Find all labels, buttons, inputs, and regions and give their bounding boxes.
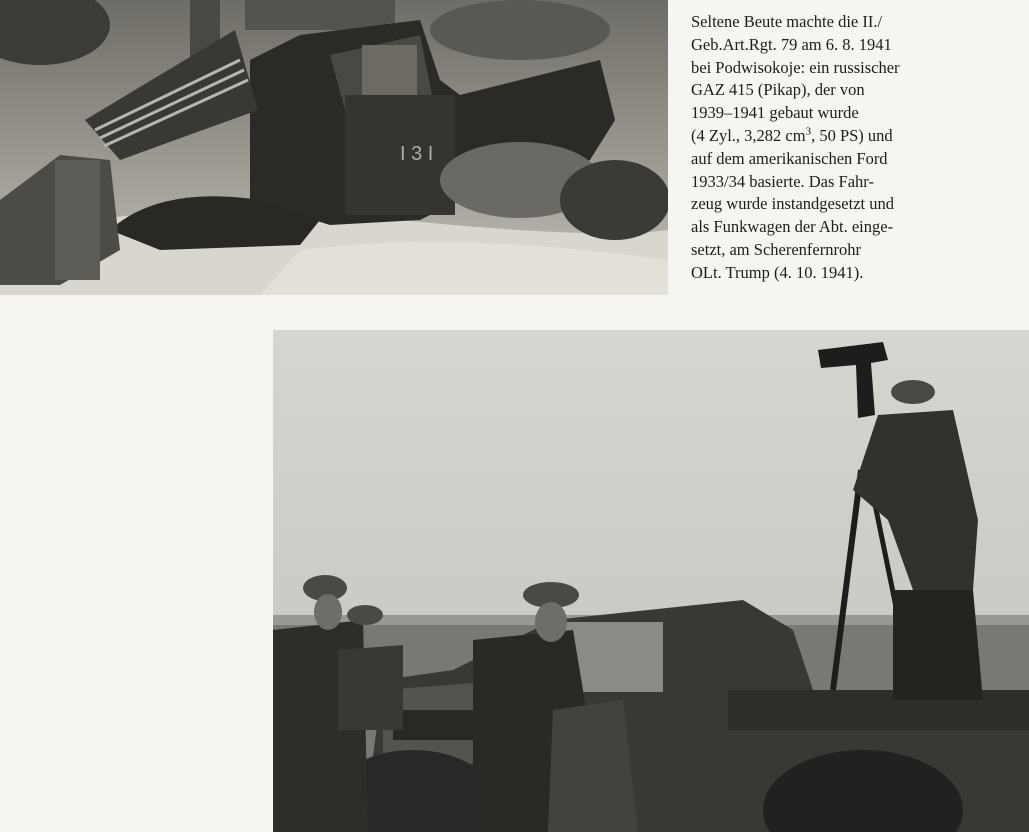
photo-wrecked-truck <box>0 0 668 295</box>
caption-line: auf dem amerikanischen Ford <box>691 148 888 168</box>
superscript: 3 <box>805 125 812 138</box>
caption-line: GAZ 415 (Pikap), der von <box>691 80 865 100</box>
photo-soldiers-with-periscope <box>273 330 1029 832</box>
caption-line: (4 Zyl., 3,282 $cm^3$, 50 PS) und <box>691 125 893 145</box>
photo-caption <box>691 11 991 285</box>
caption-line: zeug wurde instandgesetzt und <box>691 194 894 214</box>
truck-door-marking: I 3 I <box>400 143 434 165</box>
caption-line: setzt, am Scherenfernrohr <box>691 239 861 259</box>
caption-line: als Funkwagen der Abt. einge- <box>691 217 894 237</box>
caption-line: bei Podwisokoje: ein russischer <box>691 57 900 77</box>
caption-line: OLt. Trump (4. 10. 1941). <box>691 262 864 282</box>
caption-line: 1933/34 basierte. Das Fahr- <box>691 171 874 191</box>
caption-line: Geb.Art.Rgt. 79 am 6. 8. 1941 <box>691 34 892 54</box>
caption-line: Seltene Beute machte die II./ <box>691 12 883 31</box>
caption-line: 1939–1941 gebaut wurde <box>691 103 859 123</box>
